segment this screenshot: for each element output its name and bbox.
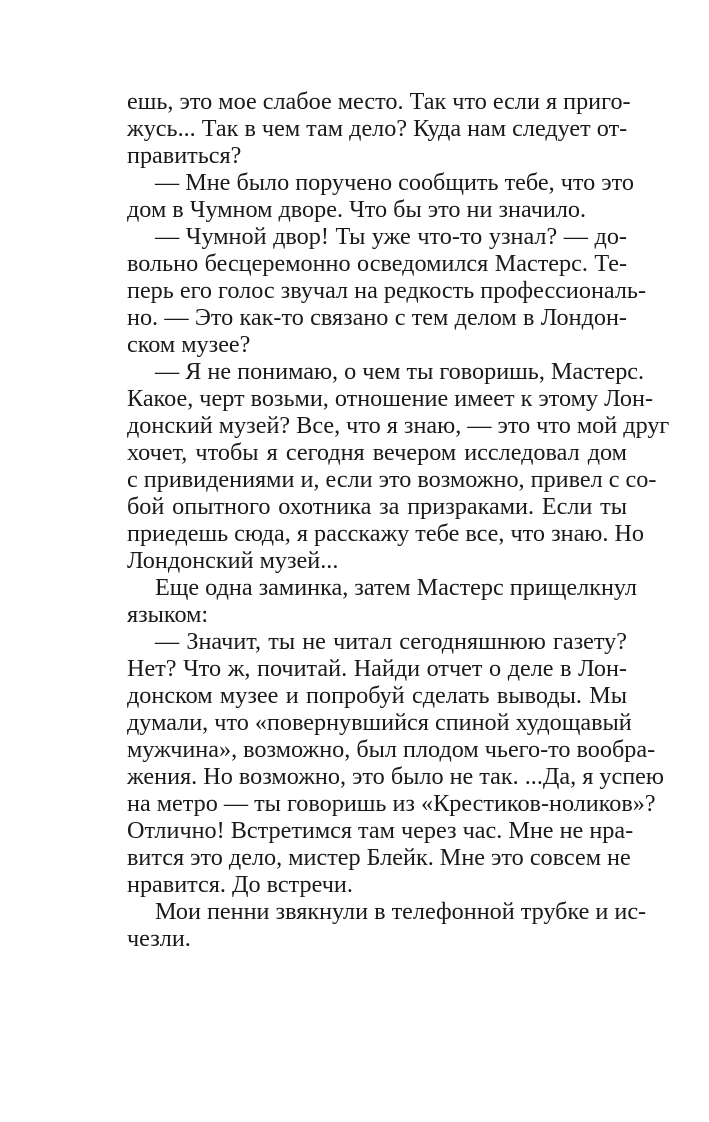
text-line: донском музее и попробуй сделать выводы. Мы bbox=[127, 682, 627, 709]
text-line: приедешь сюда, я расскажу тебе все, что знаю. Но bbox=[127, 520, 645, 547]
text-line: донский музей? Все, что я знаю, — это что мой друг bbox=[127, 412, 670, 439]
text-line: нравится. До встречи. bbox=[127, 871, 353, 898]
page-body-text bbox=[127, 88, 670, 952]
text-line: правиться? bbox=[127, 142, 242, 169]
text-line: Лондонский музей... bbox=[127, 547, 339, 574]
text-line: но. — Это как-то связано с тем делом в Лондон- bbox=[127, 304, 627, 331]
text-line: жения. Но возможно, это было не так. ...Да, я успею bbox=[127, 763, 664, 790]
text-line: на метро — ты говоришь из «Крестиков-ноликов»? bbox=[127, 790, 656, 817]
text-line: вольно бесцеремонно осведомился Мастерс. Те- bbox=[127, 250, 627, 277]
text-line: — Значит, ты не читал сегодняшнюю газету? bbox=[155, 628, 627, 655]
text-line: дом в Чумном дворе. Что бы это ни значило. bbox=[127, 196, 587, 223]
text-line: с привидениями и, если это возможно, привел с со- bbox=[127, 466, 657, 493]
text-line: чезли. bbox=[127, 925, 191, 952]
text-line: жусь... Так в чем там дело? Куда нам следует от- bbox=[127, 115, 628, 142]
text-line: ешь, это мое слабое место. Так что если я приго- bbox=[127, 88, 631, 115]
text-line: Отлично! Встретимся там через час. Мне не нра- bbox=[127, 817, 634, 844]
text-line: Еще одна заминка, затем Мастерс прищелкнул bbox=[155, 574, 638, 601]
text-line: ском музее? bbox=[127, 331, 251, 358]
text-line: — Я не понимаю, о чем ты говоришь, Мастерс. bbox=[155, 358, 645, 385]
text-line: языком: bbox=[127, 601, 209, 628]
text-line: Какое, черт возьми, отношение имеет к этому Лон- bbox=[127, 385, 654, 412]
text-line: — Мне было поручено сообщить тебе, что это bbox=[155, 169, 634, 196]
text-line: вится это дело, мистер Блейк. Мне это совсем не bbox=[127, 844, 631, 871]
text-line: думали, что «повернувшийся спиной худощавый bbox=[127, 709, 632, 736]
text-line: бой опытного охотника за призраками. Если ты bbox=[127, 493, 627, 520]
text-line: Мои пенни звякнули в телефонной трубке и ис- bbox=[155, 898, 647, 925]
text-line: Нет? Что ж, почитай. Найди отчет о деле в Лон- bbox=[127, 655, 627, 682]
text-line: мужчина», возможно, был плодом чьего-то вообра- bbox=[127, 736, 656, 763]
text-line: перь его голос звучал на редкость профессиональ- bbox=[127, 277, 647, 304]
text-line: — Чумной двор! Ты уже что-то узнал? — до- bbox=[155, 223, 627, 250]
text-line: хочет, чтобы я сегодня вечером исследовал дом bbox=[127, 439, 627, 466]
